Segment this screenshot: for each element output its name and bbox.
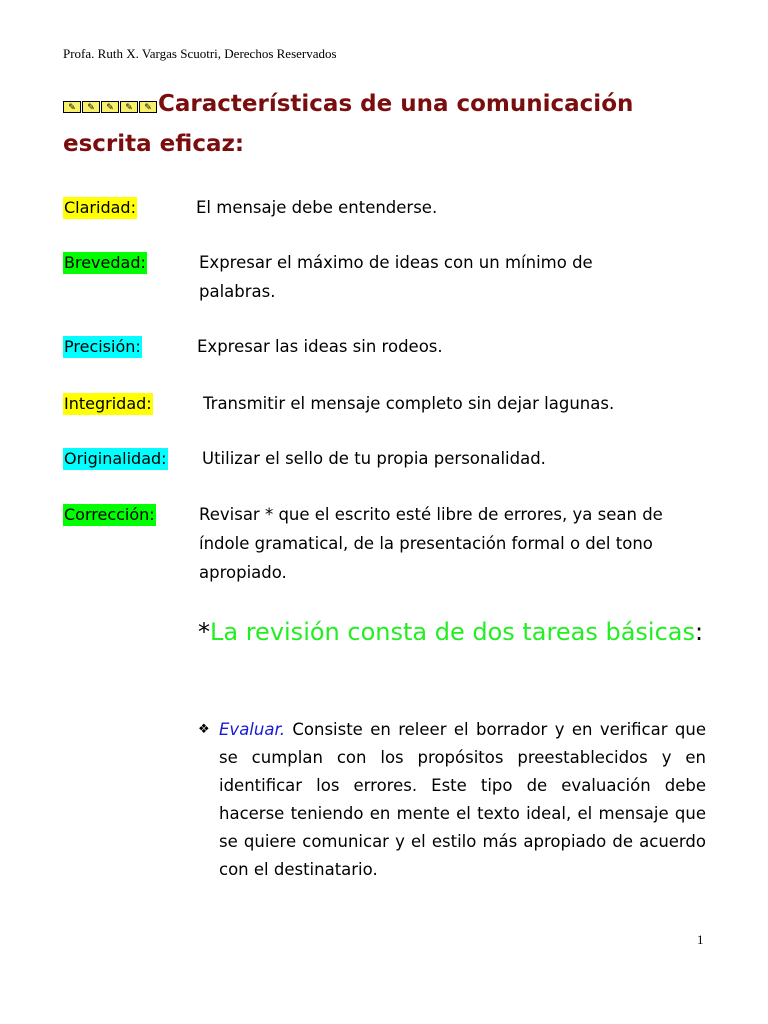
pencil-bullets-icon <box>63 101 157 113</box>
definition-claridad: El mensaje debe entenderse. <box>196 198 438 217</box>
subtitle-colon: : <box>694 618 704 646</box>
term-precision: Precisión: <box>64 337 141 356</box>
term-correccion: Corrección: <box>64 505 155 524</box>
definition-precision: Expresar las ideas sin rodeos. <box>197 337 443 356</box>
subtitle-text: La revisión consta de dos tareas básicas <box>210 618 695 646</box>
term-integridad: Integridad: <box>64 394 152 413</box>
pencil-icon: ✎ <box>63 101 81 113</box>
pencil-icon: ✎ <box>120 101 138 113</box>
definition-brevedad: Expresar el máximo de ideas con un mínimo de palabras. <box>199 253 593 301</box>
list-item-lead: Evaluar. <box>219 720 285 739</box>
term-claridad: Claridad: <box>64 198 136 217</box>
list-item-evaluar <box>198 716 706 884</box>
definition-originalidad: Utilizar el sello de tu propia personalidad. <box>202 449 546 468</box>
definition-correccion: Revisar * que el escrito esté libre de errores, ya sean de índole gramatical, de la presentación formal o del tono apropiado. <box>199 505 663 582</box>
pencil-icon: ✎ <box>139 101 157 113</box>
pencil-icon: ✎ <box>82 101 100 113</box>
page-title <box>63 84 723 164</box>
subtitle-star: * <box>198 618 210 646</box>
list-item-body <box>219 716 706 884</box>
term-brevedad: Brevedad: <box>64 253 146 272</box>
pencil-icon: ✎ <box>101 101 119 113</box>
title-text: Características de una comunicación escrita eficaz: <box>63 91 634 157</box>
section-subtitle <box>198 613 706 651</box>
page-number: 1 <box>697 932 704 947</box>
diamond-bullet-icon: ❖ <box>198 722 210 737</box>
list-item-text: Consiste en releer el borrador y en verificar que se cumplan con los propósitos preestablecidos y en identificar los errores. Este tipo de evaluación debe hacerse teniendo en mente el texto ideal, el mensaje que se quiere comunicar y el estilo más apropiado de acuerdo con el destinatario. <box>219 720 706 879</box>
term-originalidad: Originalidad: <box>64 449 167 468</box>
definition-integridad: Transmitir el mensaje completo sin dejar lagunas. <box>203 394 615 413</box>
page-header: Profa. Ruth X. Vargas Scuotri, Derechos Reservados <box>63 46 337 61</box>
